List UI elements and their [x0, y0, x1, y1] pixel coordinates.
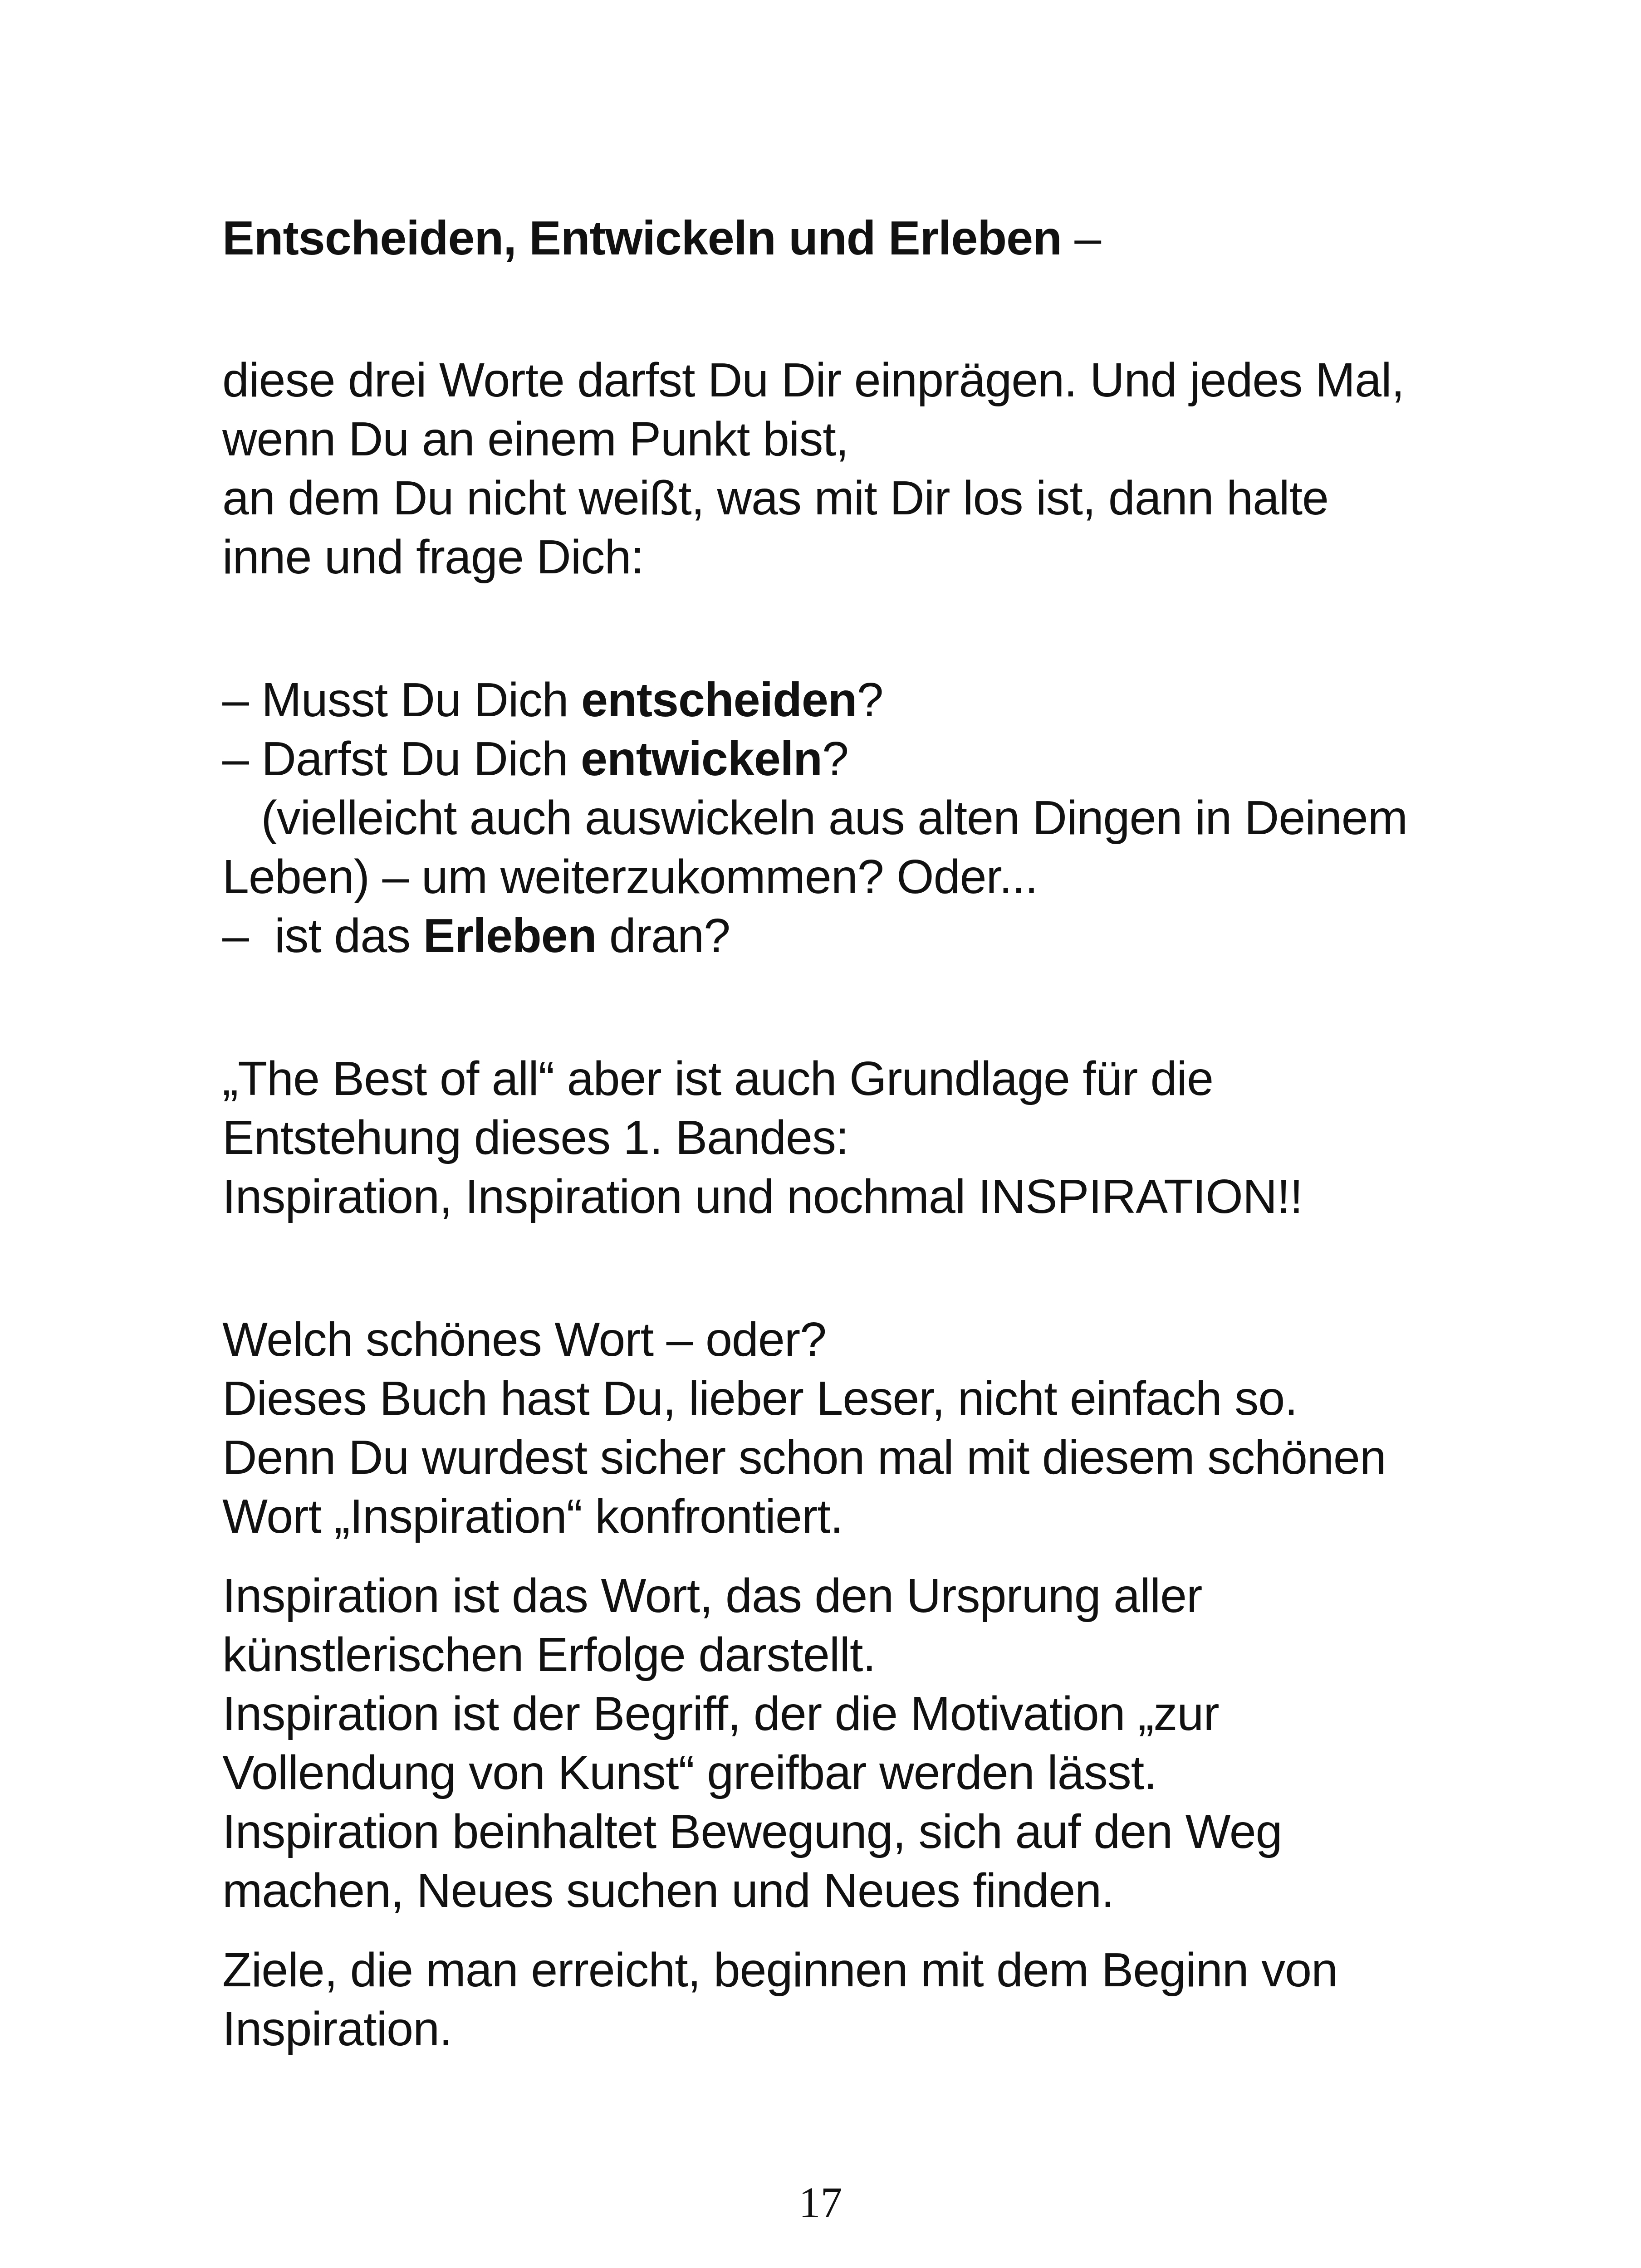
paragraph1-line: inne und frage Dich:	[222, 530, 644, 584]
paragraph1-line: diese drei Worte darfst Du Dir einprägen. Und jedes Mal,	[222, 353, 1405, 407]
paragraph3-line: Welch schönes Wort – oder?	[222, 1313, 827, 1366]
question-entscheiden	[222, 673, 883, 727]
paragraph4-line: Inspiration ist das Wort, das den Ursprung aller	[222, 1569, 1202, 1623]
paragraph2-line: Entstehung dieses 1. Bandes:	[222, 1111, 849, 1164]
paragraph1-line: an dem Du nicht weißt, was mit Dir los ist, dann halte	[222, 471, 1328, 525]
paragraph4-line: Inspiration beinhaltet Bewegung, sich auf den Weg	[222, 1805, 1282, 1858]
paragraph1-line: wenn Du an einem Punkt bist,	[222, 412, 849, 466]
question-text: – Musst Du Dich	[222, 673, 582, 727]
paragraph3-line: Dieses Buch hast Du, lieber Leser, nicht einfach so.	[222, 1372, 1298, 1425]
heading-bold-text: Entscheiden, Entwickeln und Erleben	[222, 211, 1062, 265]
page-number: 17	[798, 2178, 843, 2227]
page-heading	[222, 211, 1101, 265]
paragraph2-line: Inspiration, Inspiration und nochmal INSPIRATION!!	[222, 1170, 1303, 1223]
paragraph4-line: Vollendung von Kunst“ greifbar werden lässt.	[222, 1746, 1157, 1799]
paragraph4-line: Inspiration ist der Begriff, der die Motivation „zur	[222, 1687, 1219, 1740]
heading-dash: –	[1061, 211, 1101, 265]
question-continuation: Leben) – um weiterzukommen? Oder...	[222, 850, 1038, 904]
paragraph4-line: machen, Neues suchen und Neues finden.	[222, 1864, 1114, 1917]
question-text: dran?	[596, 909, 730, 963]
paragraph4-line: künstlerischen Erfolge darstellt.	[222, 1628, 876, 1681]
paragraph3-line: Wort „Inspiration“ konfrontiert.	[222, 1490, 843, 1543]
question-entwickeln	[222, 732, 848, 786]
paragraph5-line: Inspiration.	[222, 2002, 452, 2056]
question-text: ?	[822, 732, 848, 786]
paragraph2-line: „The Best of all“ aber ist auch Grundlage für die	[222, 1052, 1214, 1105]
paragraph3-line: Denn Du wurdest sicher schon mal mit diesem schönen	[222, 1431, 1386, 1484]
question-keyword: entwickeln	[581, 732, 822, 786]
question-keyword: Erleben	[423, 909, 597, 963]
paragraph5-line: Ziele, die man erreicht, beginnen mit dem Beginn von	[222, 1943, 1338, 1997]
question-erleben	[222, 909, 730, 963]
question-text: – ist das	[222, 909, 423, 963]
question-text: ?	[857, 673, 883, 727]
question-keyword: entscheiden	[581, 673, 857, 727]
question-continuation: (vielleicht auch auswickeln aus alten Dingen in Deinem	[222, 791, 1408, 845]
question-text: – Darfst Du Dich	[222, 732, 581, 786]
